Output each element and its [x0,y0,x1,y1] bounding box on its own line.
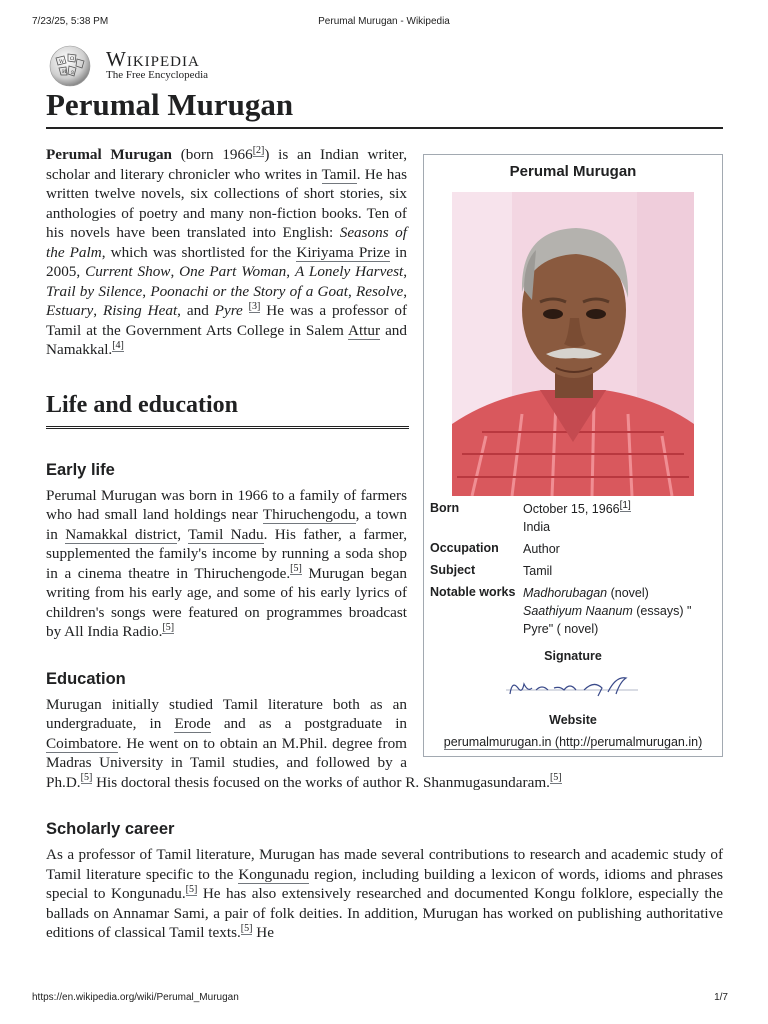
text: , [286,263,295,280]
infobox-title: Perumal Murugan [509,163,637,180]
wikipedia-logo[interactable] [46,44,266,88]
born-label: Born [430,501,460,515]
occupation-label: Occupation [430,541,499,555]
text: , a town in [46,506,407,543]
wikipedia-wordmark: Wikipedia [106,47,200,71]
book-title: One Part Woman [179,263,287,280]
occupation-value: Author [523,542,560,556]
text: , and [177,302,215,319]
text: As a professor of Tamil literature, Murugan has made several contributions to research and academic study of Tamil literature specific to the [46,846,723,883]
text: , [93,302,103,319]
text: , [403,282,408,300]
link-kiriyama-prize[interactable]: Kiriyama Prize [296,243,391,261]
text: , [142,282,151,300]
text: , [403,263,407,280]
print-header [32,16,736,30]
book-title: Estuary [46,302,94,319]
wikipedia-globe-icon [46,44,94,88]
link-tamil-nadu[interactable]: Tamil Nadu [188,525,264,543]
link-coimbatore[interactable]: Coimbatore [46,734,118,752]
text: . He went on to obtain an M.Phil. degree from Madras University in Tamil studies, and followed by a Ph.D. [46,734,407,791]
link-attur[interactable]: Attur [348,321,381,339]
text: His doctoral thesis focused on the works of author R. Shanmugasundaram. [92,773,550,791]
print-timestamp: 7/23/25, 5:38 PM [32,16,109,27]
book-title: Seasons of the Palm [46,224,407,261]
work-note: (novel) [607,586,649,600]
ref-link[interactable]: [5] [549,772,562,784]
subsection-heading-scholarly-career: Scholarly career [46,820,175,838]
text: region, including building a lexicon of words, idioms and phrases special to Kongunadu. [46,865,723,902]
wikipedia-tagline: The Free Encyclopedia [106,69,209,81]
text: , [347,282,356,300]
subsection-heading-education: Education [46,669,126,688]
ref-link[interactable]: [2] [252,144,265,156]
born-date: October 15, 1966 [523,502,620,516]
work-title: Madhorubagan [523,586,608,600]
print-page-number: 1/7 [714,992,728,1003]
scholarly-paragraph [46,845,723,943]
text: He was a professor of Tamil at the Government Arts College in Salem [46,302,408,339]
print-url: https://en.wikipedia.org/wiki/Perumal_Murugan [32,992,239,1003]
ref-link[interactable]: [3] [248,300,261,312]
text: , which was shortlisted for the [101,243,297,261]
svg-text:ვ: ვ [71,69,74,75]
text: Perumal Murugan was born in 1966 to a family of farmers who had small land holdings near [46,486,407,523]
website-url[interactable]: perumalmurugan.in (http://perumalmurugan.in) [443,735,703,749]
link-erode[interactable]: Erode [174,715,211,732]
infobox-row-born [430,500,716,536]
link-kongunadu[interactable]: Kongunadu [238,865,310,883]
book-title: Resolve [356,282,404,300]
subsection-heading-early-life: Early life [46,460,115,479]
page-title: Perumal Murugan [46,86,723,129]
subject-name: Perumal Murugan [46,146,172,163]
infobox-row-occupation [430,540,716,558]
book-title: Rising Heat [102,302,178,319]
ref-link[interactable]: [5] [80,772,93,784]
early-life-paragraph [46,486,409,642]
born-place: India [523,520,551,534]
ref-link[interactable]: [5] [185,883,198,895]
print-page-title: Perumal Murugan - Wikipedia [318,16,450,27]
text: and Namakkal. [46,321,407,358]
subject-value: Tamil [523,564,553,578]
text: , [177,525,189,543]
infobox-row-subject [430,562,716,580]
subject-label: Subject [430,563,476,577]
book-title: Poonachi or the Story of a Goat [150,282,348,300]
infobox [423,154,723,757]
book-title: A Lonely Harvest [294,263,404,280]
text: ) is an Indian writer, scholar and literary chronicler who writes in [46,146,407,183]
text: in 2005, [46,243,407,280]
link-tamil[interactable]: Tamil [321,165,357,183]
work-title: Saathiyum Naanum [523,604,633,618]
infobox-row-works [430,584,716,638]
born-ref[interactable]: [1] [619,499,631,511]
signature-label: Signature [544,649,602,663]
ref-link[interactable]: [5] [240,922,253,934]
ref-link[interactable]: [5] [290,563,302,575]
text: He has also extensively researched and documented Kongu folklore, especially the ballads on Annamar Sami, a pair of folk deities. In addition, Murugan has worked on publishing authoritative editions of classical Tamil texts. [46,885,723,941]
link-namakkal-district[interactable]: Namakkal district [65,525,178,543]
svg-text:W: W [59,59,65,65]
svg-text:И: И [62,69,67,75]
text: Murugan began writing from his early age, and some of his early lyrics of children's songs were featured on programmes broadcast by All India Radio. [46,564,407,640]
text: , [170,263,180,280]
signature-image [498,668,648,702]
book-title: Current Show [85,263,171,280]
ref-link[interactable]: [5] [162,621,175,633]
website-link[interactable] [424,734,722,750]
born-value [523,500,716,536]
link-thiruchengodu[interactable]: Thiruchengodu [262,506,356,523]
article-content [46,145,723,943]
work-note: (essays) " Pyre" ( novel) [523,604,692,636]
text: . He has written twelve novels, six collections of short stories, six anthologies of poetry and many non-fiction books. Ten of his novels have been translated into English: [46,165,407,241]
text: (born 1966 [172,146,253,163]
print-footer [32,992,736,1006]
section-heading-life: Life and education [46,390,409,429]
ref-link[interactable]: [4] [112,339,124,351]
website-label: Website [549,713,597,727]
works-value [523,584,716,638]
portrait-photo[interactable] [452,192,694,496]
text: and as a postgraduate in [210,715,408,732]
text: Murugan initially studied Tamil literature both as an undergraduate, in [46,695,407,732]
book-title: Trail by Silence [46,282,143,300]
text: He [252,924,274,941]
book-title: Pyre [214,302,243,319]
works-label: Notable works [430,585,516,599]
svg-text:Ω: Ω [70,56,75,62]
text: . His father, a farmer, supplemented the family's income by running a soda shop in a cinema theatre in Thiruchengode. [46,525,408,582]
